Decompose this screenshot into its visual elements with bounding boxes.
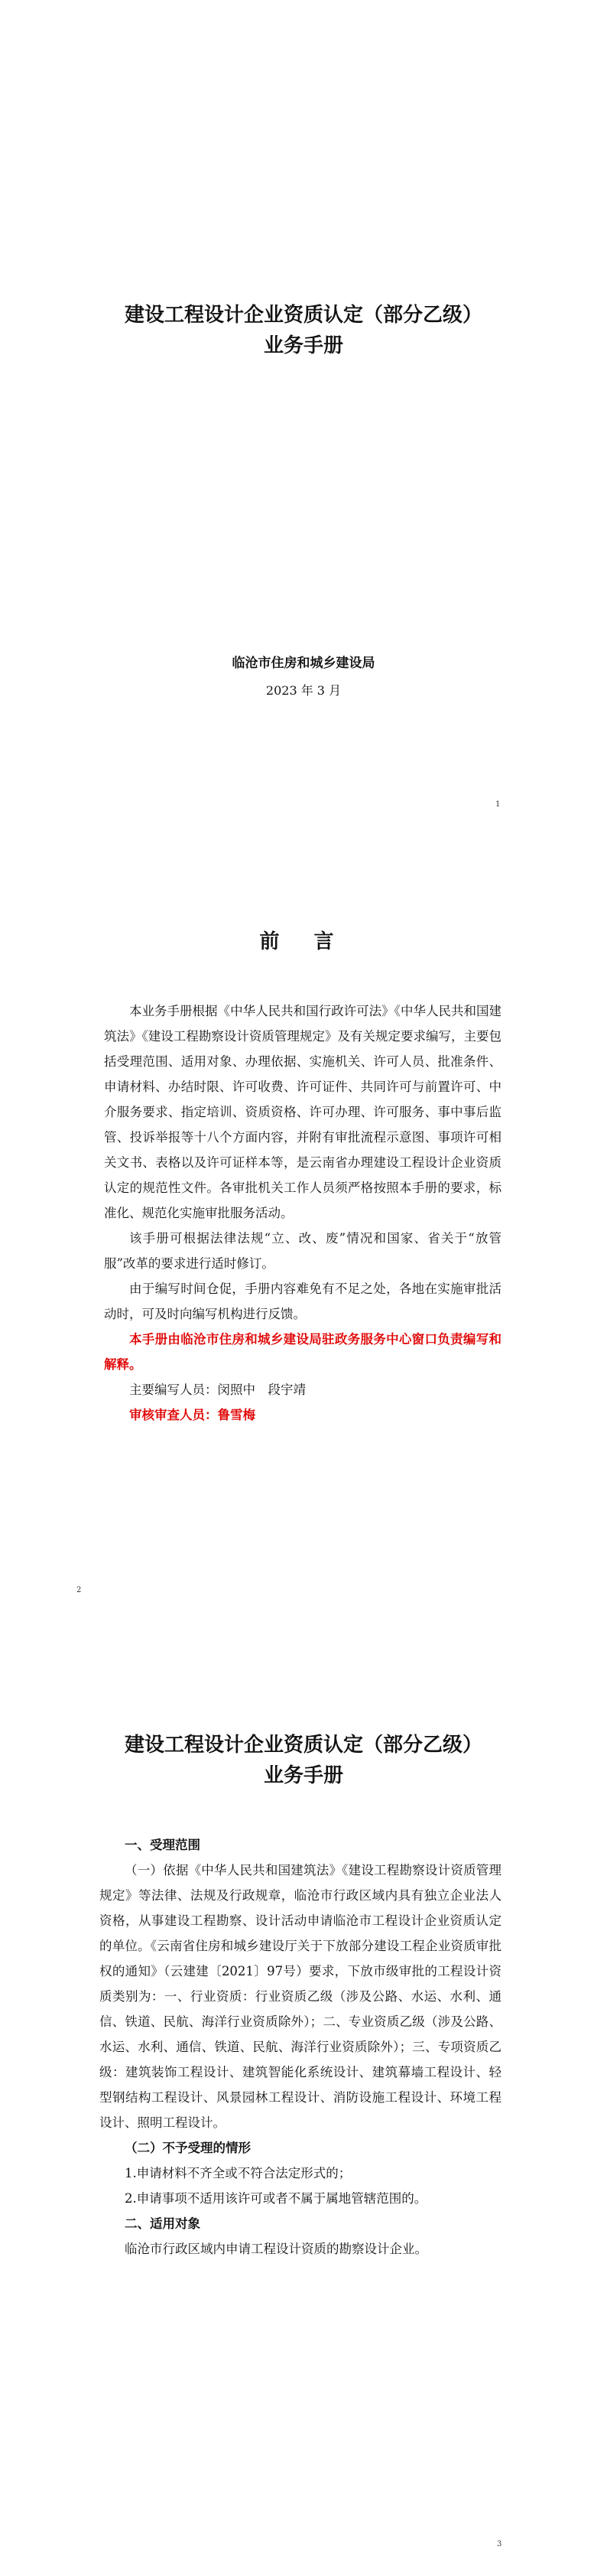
cover-page <box>0 0 607 859</box>
cover-organization: 临沧市住房和城乡建设局 <box>232 656 375 671</box>
preface-title: 前 言 <box>259 930 348 953</box>
preface-body <box>104 998 502 1428</box>
preface-reviewer: 审核审查人员：鲁雪梅 <box>129 1408 255 1422</box>
manual-body <box>99 1832 502 2262</box>
section-paragraph: （一）依据《中华人民共和国建筑法》《建设工程勘察设计资质管理规定》等法律、法规及行政规章，临沧市行政区域内具有独立企业法人资格，从事建设工程勘察、设计活动申请临沧市工程设计企业资质认定的单位。《云南省住房和城乡建设厅关于下放部分建设工程企业资质审批权的通知》（云建建〔2021〕97号）要求，下放市级审批的工程设计资质类别为：一、行业资质：行业资质乙级（涉及公路、水运、水利、通信、铁道、民航、海洋行业资质除外）；二、专业资质乙级（涉及公路、水运、水利、通信、铁道、民航、海洋行业资质除外）；三、专项资质乙级：建筑装饰工程设计、建筑智能化系统设计、建筑幕墙工程设计、轻型钢结构工程设计、风景园林工程设计、消防设施工程设计、环境工程设计、照明工程设计。 <box>99 1863 502 2130</box>
page-number: 1 <box>495 800 501 809</box>
list-item: 2.申请事项不适用该许可或者不属于属地管辖范围的。 <box>125 2191 427 2206</box>
list-item: 1.申请材料不齐全或不符合法定形式的； <box>125 2166 352 2180</box>
subsection-heading: （二）不予受理的情形 <box>125 2141 251 2155</box>
preface-paragraph: 该手册可根据法律法规“立、改、废”情况和国家、省关于“放管服”改革的要求进行适时修订。 <box>104 1231 502 1271</box>
section-heading: 二、适用对象 <box>125 2216 200 2231</box>
cover-title-line1: 建设工程设计企业资质认定（部分乙级） <box>124 304 482 327</box>
manual-title-line1: 建设工程设计企业资质认定（部分乙级） <box>124 1734 482 1757</box>
section-paragraph: 临沧市行政区域内申请工程设计资质的勘察设计企业。 <box>125 2242 427 2256</box>
preface-red-note: 本手册由临沧市住房和城乡建设局驻政务服务中心窗口负责编写和解释。 <box>104 1332 502 1372</box>
manual-title-line2: 业务手册 <box>263 1764 343 1787</box>
manual-page <box>0 1718 607 2576</box>
page-number: 3 <box>497 2540 502 2548</box>
preface-paragraph: 本业务手册根据《中华人民共和国行政许可法》《中华人民共和国建筑法》《建设工程勘察设计资质管理规定》及有关规定要求编写，主要包括受理范围、适用对象、办理依据、实施机关、许可人员、批准条件、申请材料、办结时限、许可收费、许可证件、共同许可与前置许可、中介服务要求、指定培训、资质资格、许可办理、许可服务、事中事后监管、投诉举报等十八个方面内容，并附有审批流程示意图、事项许可相关文书、表格以及许可证样本等，是云南省办理建设工程设计企业资质认定的规范性文件。各审批机关工作人员须严格按照本手册的要求，标准化、规范化实施审批服务活动。 <box>104 1004 502 1220</box>
preface-editors: 主要编写人员：闵照中 段宇靖 <box>129 1382 306 1397</box>
section-heading: 一、受理范围 <box>125 1838 200 1852</box>
page-number: 2 <box>76 1586 82 1594</box>
preface-paragraph: 由于编写时间仓促，手册内容难免有不足之处，各地在实施审批活动时，可及时向编写机构进行反馈。 <box>104 1281 502 1321</box>
preface-page <box>0 859 607 1718</box>
cover-date: 2023 年 3 月 <box>265 683 342 698</box>
cover-title-line2: 业务手册 <box>263 334 343 357</box>
